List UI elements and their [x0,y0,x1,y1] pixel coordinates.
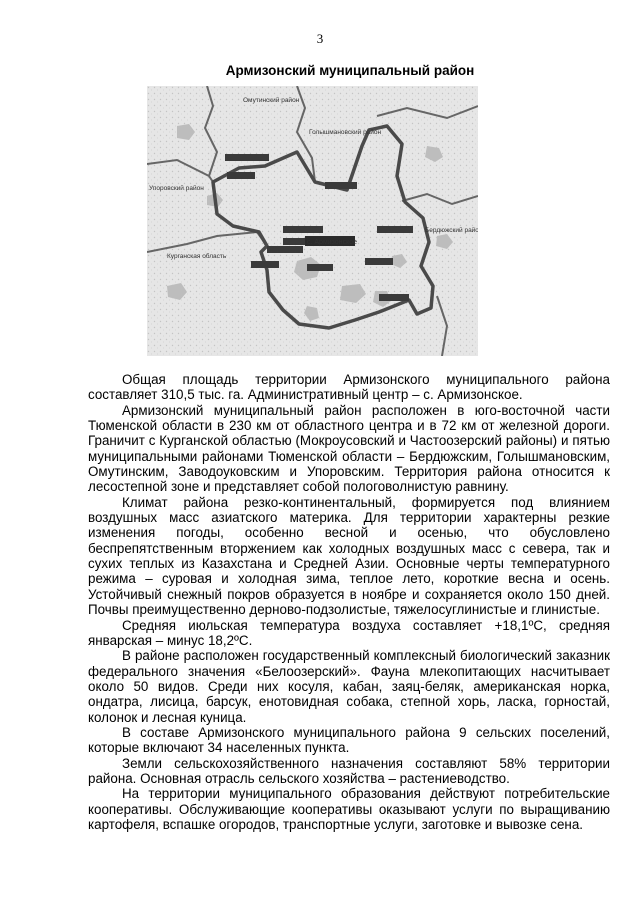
paragraph-location: Армизонский муниципальный район расположен в юго-восточной части Тюменской области в 230 км от областного центра и в 72 км от железной дороги. Граничит с Курганской областью (Мокроусовский и Частоозерский районы) и пятью муниципальными районами Тюменской области – Бердюжским, Голышмановским, Омутинским, Заводоуковским и Упоровским. Территория района относится к лесостепной зоне и представляет собой пологоволнистую равнину. [88,402,610,495]
paragraph-temperature: Средняя июльская температура воздуха составляет +18,1ºС, средняя январская – минус 18,2ºС. [88,617,610,648]
paragraph-area: Общая площадь территории Армизонского муниципального района составляет 310,5 тыс. га. Административный центр – с. Армизонское. [88,372,610,403]
map-label-uporovsky: Упоровский район [149,185,204,192]
map-label-golyshmanovsky: Голышмановский район [309,129,382,136]
paragraph-agriculture: Земли сельскохозяйственного назначения составляют 58% территории района. Основная отрасль сельского хозяйства – растениеводство. [88,755,610,786]
body-text [88,372,610,832]
paragraph-climate: Климат района резко-континентальный, формируется под влиянием воздушных масс азиатского материка. Для территории характерны резкие изменения погоды, особенно весной и осенью, что обусловлено беспрепятственным вторжением как холодных воздушных масс с севера, так и сухих теплых из Казахстана и Средней Азии. Основные черты температурного режима – суровая и холодная зима, теплое лето, короткие весна и осень. Устойчивый снежный покров образуется в ноябре и сохраняется около 150 дней. Почвы преимущественно дерново-подзолистые, тяжелосуглинистые и глинистые. [88,494,610,618]
map-label-kurgan: Курганская область [167,253,227,260]
paragraph-fauna: В районе расположен государственный комплексный биологический заказник федерального значения «Белоозерский». Фауна млекопитающих насчитывает около 50 видов. Среди них косуля, кабан, заяц-беляк, американская норка, ондатра, лисица, барсук, енотовидная собака, степной хорь, ласка, горностай, колонок и лесная куница. [88,648,610,725]
paragraph-settlements: В составе Армизонского муниципального района 9 сельских поселений, которые включают 34 населенных пункта. [88,724,610,756]
paragraph-cooperatives: На территории муниципального образования действуют потребительские кооперативы. Обслуживающие кооперативы оказывают услуги по выращиванию картофеля, вспашке огородов, транспортные услуги, заготовке и вывозке сена. [88,786,610,832]
map-label-omutinsky: Омутинский район [243,97,300,104]
district-map [147,86,478,356]
map-label-berdyuzhsky: Бердюжский район [425,227,478,234]
district-map-svg [147,86,478,356]
center-label: с. Армизонское [307,239,357,246]
page-number: 3 [316,31,324,46]
page-title: Армизонский муниципальный район [225,63,475,78]
